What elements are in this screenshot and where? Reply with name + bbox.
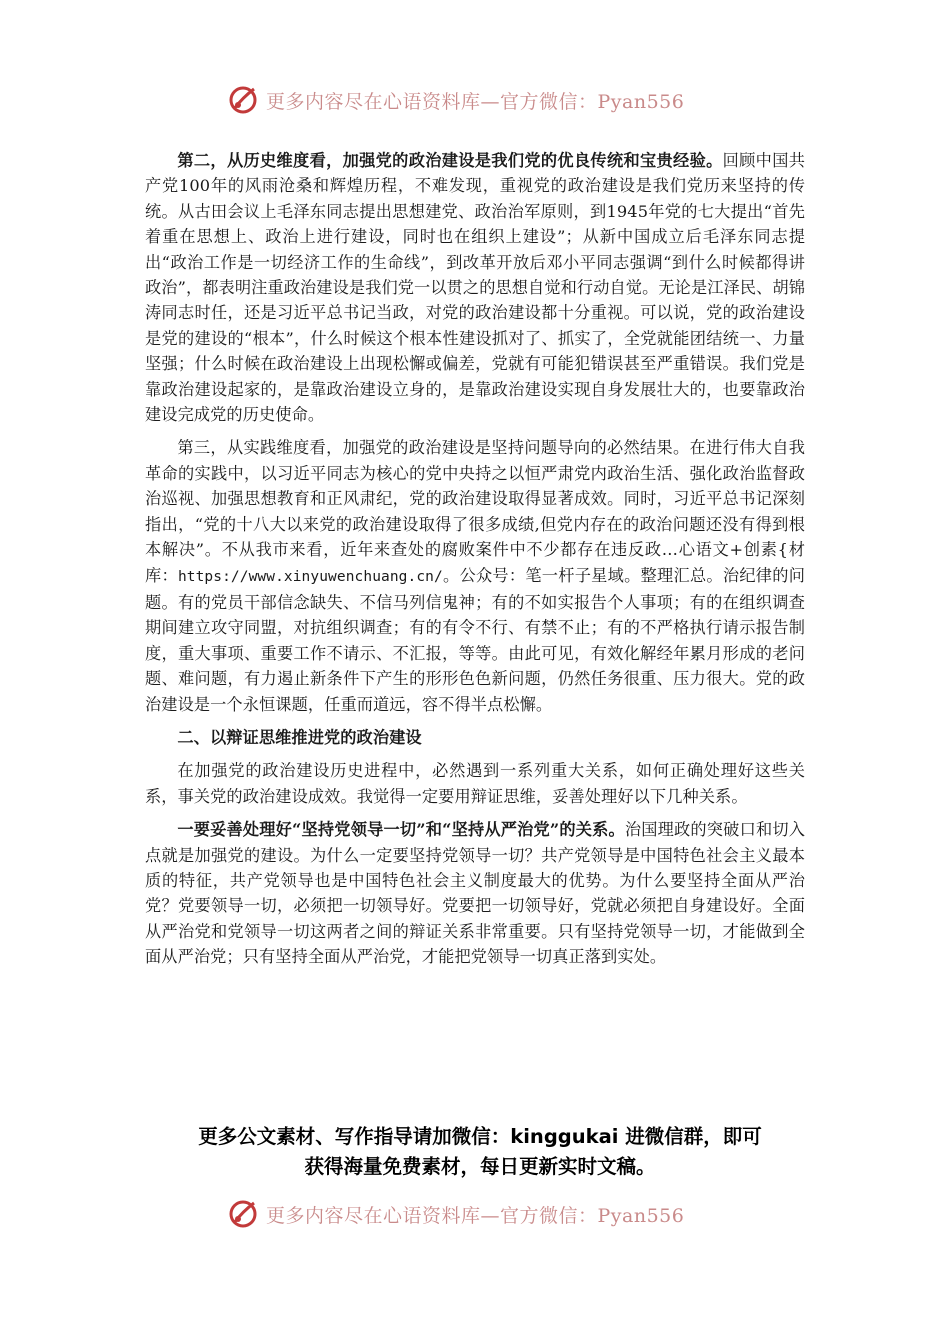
section-heading: 二、以辩证思维推进党的政治建设 [177,727,422,747]
paragraph-practice-body: 第三，从实践维度看，加强党的政治建设是坚持问题导向的必然结果。在进行伟大自我革命的实践中，以习近平同志为核心的党中央持之以恒严肃党内政治生活、强化政治监督政治巡视、加强思想教育和正风肃纪，党的政治建设取得显著成效。同时，习近平总书记深刻指出，“党的十八大以来党的政治建设取得了很多成绩,但党内存在的政治问题还没有得到根本解决”。不从我市来看，近年来查处的腐败案件中不少都存在违反政…心语文+创素{材库： [145,438,805,585]
promo-line-1: 更多公文素材、写作指导请加微信：kinggukai 进微信群，即可 [198,1125,762,1148]
header-banner [228,82,684,118]
paragraph-relation-one-body: 治国理政的突破口和切入点就是加强党的建设。为什么一定要坚持党领导一切？共产党领导是中国特色社会主义最本质的特征，共产党领导也是中国特色社会主义制度最大的优势。为什么要坚持全面从严治党？党要领导一切，必须把一切领导好。党要把一切领导好，党就必须把自身建设好。全面从严治党和党领导一切这两者之间的辩证关系非常重要。只有坚持党领导一切，才能做到全面从严治党；只有坚持全面从严治党，才能把党领导一切真正落到实处。 [145,820,805,967]
document-body [145,148,805,970]
paragraph-dialectic: 在加强党的政治建设历史进程中，必然遇到一系列重大关系，如何正确处理好这些关系，事关党的政治建设成效。我觉得一定要用辩证思维，妥善处理好以下几种关系。 [145,761,805,806]
promo-notice [130,1122,830,1182]
promo-line-2: 获得海量免费素材，每日更新实时文稿。 [304,1155,656,1178]
banner-text: 更多内容尽在心语资料库—官方微信：Pyan556 [266,1204,685,1227]
footer-banner [228,1196,684,1232]
banner-text: 更多内容尽在心语资料库—官方微信：Pyan556 [266,90,685,113]
paragraph-history-lead: 第二，从历史维度看，加强党的政治建设是我们党的优良传统和宝贵经验。 [177,151,723,170]
paragraph-practice-tail: 。公众号：笔一杆子星域。整理汇总。治纪律的问题。有的党员干部信念缺失、不信马列信鬼神；有的不如实报告个人事项；有的在组织调查期间建立攻守同盟，对抗组织调查；有的有令不行、有禁不止；有的不严格执行请示报告制度，重大事项、重要工作不请示、不汇报，等等。由此可见，有效化解经年累月形成的老问题、难问题，有力遏止新条件下产生的形形色色新问题，仍然任务很重、压力很大。党的政治建设是一个永恒课题，任重而道远，容不得半点松懈。 [145,565,806,714]
paragraph-history [145,148,805,427]
paragraph-relation-one-lead: 一要妥善处理好“坚持党领导一切”和“坚持从严治党”的关系。 [177,820,625,840]
source-url: https://www.xinyuwenchuang.cn/ [177,568,443,585]
paragraph-practice [145,435,805,716]
paragraph-history-body: 回顾中国共产党100年的风雨沧桑和辉煌历程，不难发现，重视党的政治建设是我们党历来坚持的传统。从古田会议上毛泽东同志提出思想建党、政治治军原则，到1945年党的七大提出“首先着重在思想上、政治上进行建设，同时也在组织上建设”；从新中国成立后毛泽东同志提出“政治工作是一切经济工作的生命线”，到改革开放后邓小平同志强调“到什么时候都得讲政治”，都表明注重政治建设是我们党一以贯之的思想自觉和行动自觉。无论是江泽民、胡锦涛同志时任，还是习近平总书记当政，对党的政治建设都十分重视。可以说，党的政治建设是党的建设的“根本”，什么时候这个根本性建设抓对了、抓实了，全党就能团结统一、力量坚强；什么时候在政治建设上出现松懈或偏差，党就有可能犯错误甚至严重错误。我们党是靠政治建设起家的，是靠政治建设立身的，是靠政治建设实现自身发展壮大的，也要靠政治建设完成党的历史使命。 [145,151,805,425]
brush-logo-icon [228,85,258,115]
paragraph-relation-one [145,817,805,969]
brush-logo-icon [228,1199,258,1229]
